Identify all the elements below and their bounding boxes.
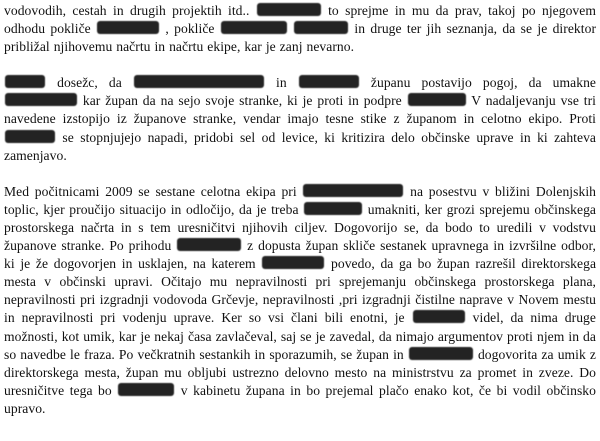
text-segment: in	[276, 75, 287, 91]
text-segment: V nadaljevanju vse tri navedene izstopijo iz županove stranke, vendar imajo tesne stike z županom in celotno ekipo. Proti	[4, 93, 597, 127]
redaction-mark	[134, 75, 264, 88]
redaction-mark	[5, 130, 55, 143]
paragraph-3	[4, 183, 596, 418]
text-segment: v kabinetu župana in bo prejemal plačo enako kot, če bi vodil občinsko upravo.	[4, 382, 596, 416]
text-segment: dosežc, da	[57, 75, 122, 91]
text-segment: se stopnjujejo napadi, pridobi sel od levice, ki kritizira delo občinske uprave in ki zahteva zamenjavo.	[4, 129, 597, 163]
redaction-mark	[262, 256, 324, 269]
text-segment: na posestvu v bližini Dolenjskih toplic, kjer proučijo situacijo in odločijo, da je treba	[4, 183, 596, 217]
text-segment: to sprejme in mu da prav, takoj po njegovem odhodu pokliče	[4, 3, 596, 37]
text-segment: Med počitnicami 2009 se sestane celotna ekipa pri	[4, 183, 297, 199]
text-segment: županu postavijo pogoj, da umakne	[370, 75, 597, 91]
redaction-mark	[408, 93, 466, 106]
redaction-mark	[97, 21, 159, 34]
redaction-mark	[5, 93, 77, 106]
text-segment: videl, da nima druge možnosti, kot umik, kar je nekaj časa zavlačeval, saj se je zavedal, da nimajo argumentov proti njem in da so navedbe le fraza. Po večkratnih sestankih in sporazumih, se župan in	[4, 310, 596, 362]
text-segment: , pokliče	[165, 21, 215, 37]
redaction-mark	[299, 75, 359, 88]
redaction-mark	[118, 383, 174, 396]
redaction-mark	[294, 21, 348, 34]
paragraph-2	[4, 74, 596, 164]
redaction-mark	[221, 21, 287, 34]
text-segment: umakniti, ker grozi sprejemu občinskega prostorskega načrta in s tem uresničitvi njihovih ciljev. Dogovorijo se, da bodo to uredili v vodstvu županove stranke. Po prihodu	[4, 201, 596, 254]
text-segment: in druge ter jih seznanja, da se je direktor približal njihovemu načrtu in načrtu ekipe, kar je zanj nevarno.	[4, 21, 597, 55]
text-segment: vodovodih, cestah in drugih projektih itd..	[4, 3, 250, 18]
text-segment: kar župan da na sejo svoje stranke, ki je proti in podpre	[82, 93, 402, 109]
redaction-mark	[257, 3, 321, 16]
redaction-mark	[304, 202, 362, 215]
redaction-mark	[303, 184, 403, 197]
redaction-mark	[413, 310, 465, 323]
text-segment: povedo, da ga bo župan razrešil direktorskega mesta v občinski upravi. Očitajo mu nepravilnosti pri sprejemanju občinskega prostorskega plana, nepravilnosti pri izgradnji vodovoda Grčevje, nepravilnosti ,pri izgradnji čistilne naprave v Novem mestu in nepravilnosti pri vodenju uprave. Ker so vsi člani bili enotni, je	[4, 256, 597, 326]
redaction-mark	[409, 347, 473, 360]
redaction-mark	[5, 75, 45, 88]
redaction-mark	[177, 238, 241, 251]
text-segment: dogovorita za umik z direktorskega mesta, župan mu obljubi ustrezno delovno mesto na ministrstvu za promet in zveze. Do uresničitve tega bo	[4, 346, 597, 398]
text-segment: z dopusta župan skliče sestanek upravnega in izvršilne odbor, ki je že dogovorjen in usklajen, na katerem	[4, 238, 597, 272]
paragraph-1	[4, 2, 596, 56]
